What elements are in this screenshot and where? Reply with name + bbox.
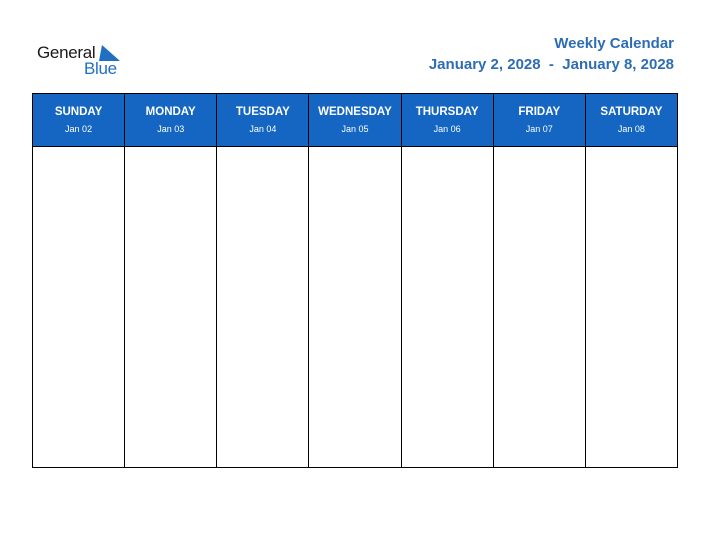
generalblue-logo bbox=[37, 43, 127, 79]
week-grid bbox=[32, 93, 678, 468]
day-column-sunday bbox=[33, 94, 125, 467]
day-cell[interactable] bbox=[217, 147, 308, 467]
day-cell[interactable] bbox=[309, 147, 400, 467]
day-column-friday bbox=[494, 94, 586, 467]
day-name: WEDNESDAY bbox=[318, 106, 392, 118]
day-column-thursday bbox=[402, 94, 494, 467]
day-column-wednesday bbox=[309, 94, 401, 467]
day-date: Jan 07 bbox=[525, 124, 553, 134]
logo-text-general: General bbox=[37, 43, 96, 62]
day-name: THURSDAY bbox=[415, 106, 479, 118]
logo-text-blue: Blue bbox=[84, 59, 117, 78]
day-cell[interactable] bbox=[402, 147, 493, 467]
day-header bbox=[217, 94, 308, 147]
day-cell[interactable] bbox=[125, 147, 216, 467]
day-name: SUNDAY bbox=[54, 106, 103, 118]
day-date: Jan 04 bbox=[249, 124, 277, 134]
day-name: FRIDAY bbox=[518, 106, 561, 118]
page-title: Weekly Calendar bbox=[554, 35, 674, 52]
day-name: TUESDAY bbox=[235, 106, 290, 118]
date-range: January 2, 2028 - January 8, 2028 bbox=[428, 56, 674, 73]
day-date: Jan 02 bbox=[65, 124, 93, 134]
day-header bbox=[309, 94, 400, 147]
day-column-saturday bbox=[586, 94, 677, 467]
day-cell[interactable] bbox=[494, 147, 585, 467]
day-date: Jan 03 bbox=[157, 124, 185, 134]
day-column-tuesday bbox=[217, 94, 309, 467]
day-date: Jan 05 bbox=[341, 124, 369, 134]
day-header bbox=[402, 94, 493, 147]
day-header bbox=[125, 94, 216, 147]
day-cell[interactable] bbox=[33, 147, 124, 467]
day-header bbox=[494, 94, 585, 147]
day-date: Jan 06 bbox=[433, 124, 461, 134]
day-header bbox=[33, 94, 124, 147]
day-date: Jan 08 bbox=[617, 124, 645, 134]
day-header bbox=[586, 94, 677, 147]
day-name: MONDAY bbox=[145, 106, 196, 118]
day-column-monday bbox=[125, 94, 217, 467]
day-cell[interactable] bbox=[586, 147, 677, 467]
day-name: SATURDAY bbox=[600, 106, 663, 118]
